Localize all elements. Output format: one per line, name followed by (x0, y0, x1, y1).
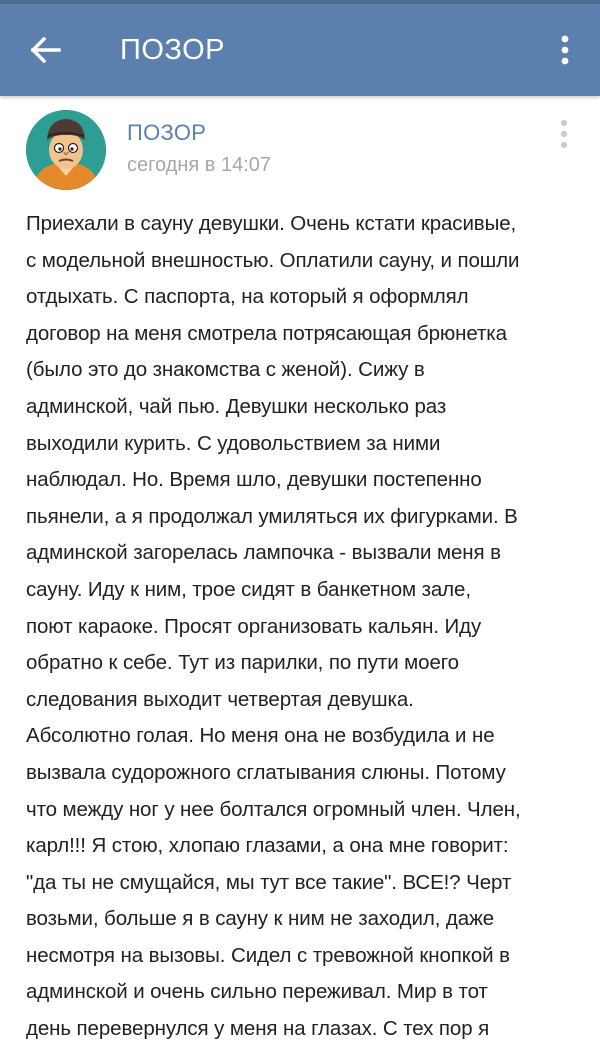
post-text-line: карл!!! Я стою, хлопаю глазами, а она мне говорит: (26, 834, 509, 858)
avatar[interactable] (26, 110, 106, 190)
post-text-line: с модельной внешностью. Оплатили сауну, и пошли (26, 248, 520, 272)
post-text-line: день перевернулся у меня на глазах. С тех пор я (26, 1017, 490, 1041)
post-text-line: пьянели, а я продолжал умиляться их фигурками. В (26, 504, 518, 528)
post-menu-button[interactable] (552, 116, 576, 152)
post-text-line: "да ты не смущайся, мы тут все такие". ВСЕ!? Черт (26, 870, 512, 894)
back-button[interactable] (26, 30, 66, 70)
post-text-line: админской загорелась лампочка - вызвали меня в (26, 541, 501, 565)
post-text-line: Абсолютно голая. Но меня она не возбудила и не (26, 724, 495, 748)
more-menu-button[interactable] (548, 30, 582, 70)
avatar-image (26, 110, 106, 190)
post-timestamp: сегодня в 14:07 (127, 154, 271, 176)
arrow-left-icon (31, 37, 61, 63)
post-text-line: обратно к себе. Тут из парилки, по пути моего (26, 651, 459, 675)
post-text-line: наблюдал. Но. Время шло, девушки постепенно (26, 468, 482, 492)
page-title: ПОЗОР (120, 34, 225, 66)
post-text-line: админской и очень сильно переживал. Мир в тот (26, 980, 488, 1004)
post-author[interactable]: ПОЗОР (127, 120, 207, 145)
post-text-line: вызвала судорожного сглатывания слюны. Потому (26, 760, 506, 784)
app-bar (0, 4, 600, 96)
post-text-line: что между ног у нее болтался огромный член. Член, (26, 797, 521, 821)
post-text-line: следования выходит четвертая девушка. (26, 687, 414, 711)
post-header (0, 96, 600, 196)
post-text-line: возьми, больше я в сауну к ним не заходил, даже (26, 907, 495, 931)
post-text-line: выходили курить. С удовольствием за ними (26, 431, 441, 455)
more-vertical-icon (560, 119, 568, 149)
post-text-line: договор на меня смотрела потрясающая брюнетка (26, 321, 507, 345)
post-text-line: (было это до знакомства с женой). Сижу в (26, 358, 425, 382)
post-text-line: несмотря на вызовы. Сидел с тревожной кнопкой в (26, 943, 510, 967)
post-text-line: поют караоке. Просят организовать кальян. Иду (26, 614, 482, 638)
post-text-line: админской, чай пью. Девушки несколько раз (26, 394, 447, 418)
post-text-line: отдыхать. С паспорта, на который я оформлял (26, 285, 469, 309)
post-text-line: сауну. Иду к ним, трое сидят в банкетном зале, (26, 577, 471, 601)
post-text-line: Приехали в сауну девушки. Очень кстати красивые, (26, 212, 517, 235)
more-vertical-icon (561, 35, 569, 65)
post-text (26, 206, 581, 1048)
